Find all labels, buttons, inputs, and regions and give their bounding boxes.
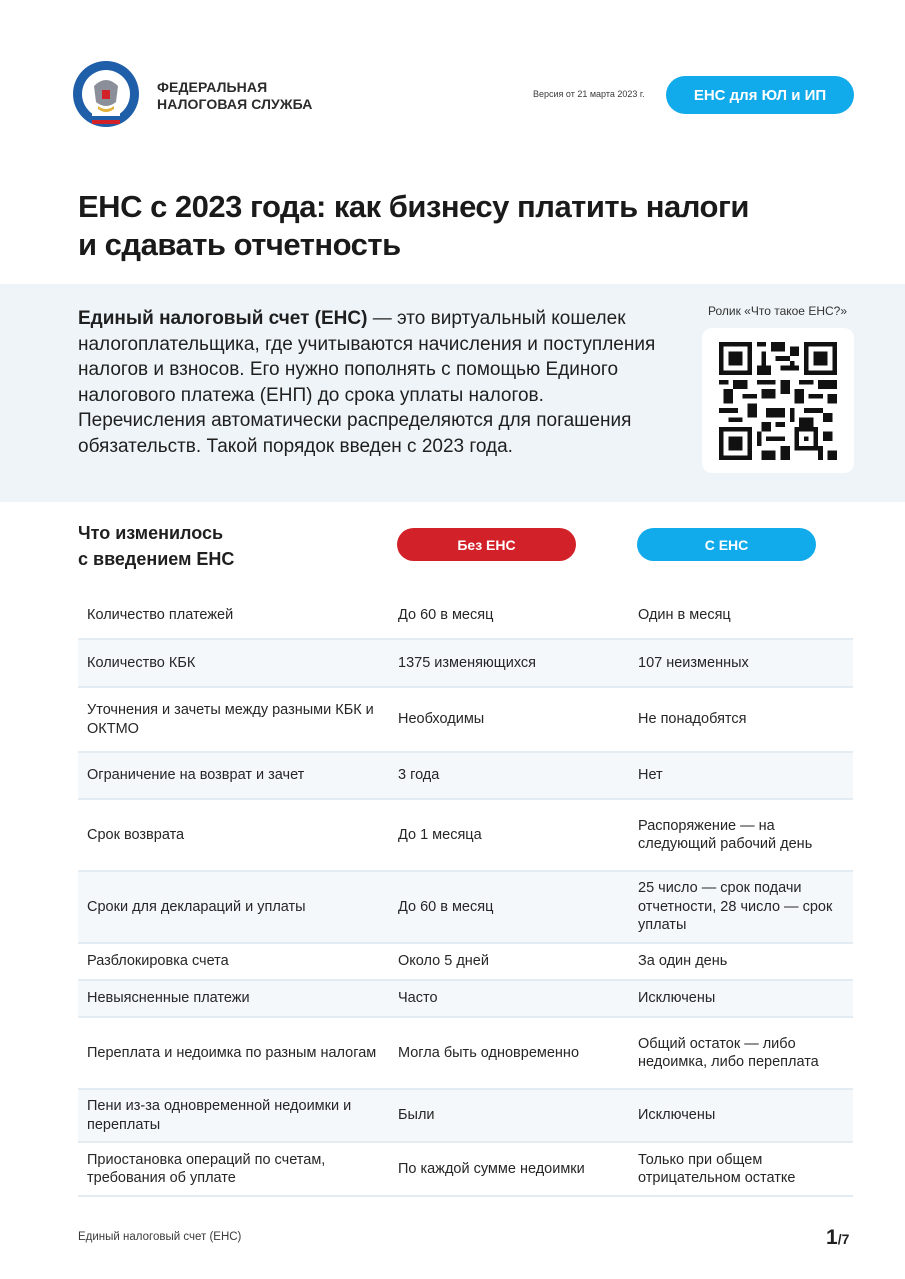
org-name-line2: НАЛОГОВАЯ СЛУЖБА bbox=[157, 96, 313, 112]
row-without: Около 5 дней bbox=[398, 953, 489, 970]
table-row bbox=[78, 1018, 853, 1090]
row-without: 3 года bbox=[398, 767, 440, 784]
row-with: Только при общем отрицательном остатке bbox=[638, 1151, 796, 1186]
page-total: /7 bbox=[837, 1231, 850, 1247]
intro-panel bbox=[0, 284, 905, 502]
page-current: 1 bbox=[826, 1226, 838, 1249]
row-with: Исключены bbox=[638, 1107, 716, 1124]
intro-lead: Единый налоговый счет (ЕНС) bbox=[78, 308, 368, 329]
row-with: Не понадобятся bbox=[638, 711, 747, 728]
row-label: Разблокировка счета bbox=[87, 953, 229, 970]
row-without: Были bbox=[398, 1107, 435, 1124]
comparison-title-line2: с введением ЕНС bbox=[78, 549, 235, 569]
row-without: Необходимы bbox=[398, 711, 485, 728]
title-line1: ЕНС с 2023 года: как бизнесу платить налоги bbox=[78, 189, 749, 224]
row-without: До 60 в месяц bbox=[398, 898, 494, 915]
table-row bbox=[78, 944, 853, 981]
row-without: До 1 месяца bbox=[398, 826, 482, 843]
row-label: Уточнения и зачеты между разными КБК и ОКТМО bbox=[87, 702, 374, 737]
row-label: Срок возврата bbox=[87, 826, 185, 843]
table-row bbox=[78, 800, 853, 872]
org-name-line1: ФЕДЕРАЛЬНАЯ bbox=[157, 79, 268, 95]
intro-paragraph bbox=[78, 306, 658, 459]
row-with: Общий остаток — либо недоимка, либо переплата bbox=[638, 1035, 819, 1070]
table-row bbox=[78, 688, 853, 753]
row-label: Переплата и недоимка по разным налогам bbox=[87, 1044, 377, 1061]
row-label: Пени из-за одновременной недоимки и переплаты bbox=[87, 1098, 352, 1133]
row-with: За один день bbox=[638, 953, 728, 970]
row-with: 25 число — срок подачи отчетности, 28 число — срок уплаты bbox=[638, 880, 833, 934]
row-without: Часто bbox=[398, 990, 438, 1007]
table-row bbox=[78, 593, 853, 640]
table-row bbox=[78, 753, 853, 800]
page-header bbox=[0, 0, 905, 150]
row-without: До 60 в месяц bbox=[398, 607, 494, 624]
row-label: Сроки для деклараций и уплаты bbox=[87, 898, 306, 915]
table-row bbox=[78, 1090, 853, 1143]
row-with: Исключены bbox=[638, 990, 716, 1007]
version-label: Версия от 21 марта 2023 г. bbox=[533, 89, 645, 99]
audience-badge: ЕНС для ЮЛ и ИП bbox=[666, 76, 854, 114]
qr-code-icon[interactable] bbox=[718, 342, 838, 460]
column-header-with-ens: С ЕНС bbox=[637, 528, 816, 561]
footer-doc-name: Единый налоговый счет (ЕНС) bbox=[78, 1231, 242, 1243]
intro-body: — это виртуальный кошелек налогоплательщика, где учитываются начисления и поступления налогов и взносов. Его нужно пополнять с помощью Единого налогового платежа (ЕНП) до срока уплаты налогов. Перечисления автоматически распределяются для погашения обязательств. Такой порядок введен с 2023 года. bbox=[78, 308, 656, 457]
row-without: 1375 изменяющихся bbox=[398, 654, 537, 671]
row-label: Количество платежей bbox=[87, 607, 234, 624]
column-header-without-ens: Без ЕНС bbox=[397, 528, 576, 561]
page-title bbox=[78, 188, 838, 264]
row-label: Ограничение на возврат и зачет bbox=[87, 767, 305, 784]
row-with: Один в месяц bbox=[638, 607, 731, 624]
row-with: 107 неизменных bbox=[638, 654, 749, 671]
table-row bbox=[78, 640, 853, 688]
row-without: По каждой сумме недоимки bbox=[398, 1160, 585, 1177]
row-without: Могла быть одновременно bbox=[398, 1044, 580, 1061]
comparison-title bbox=[78, 520, 234, 572]
page-number bbox=[826, 1226, 849, 1250]
table-row bbox=[78, 981, 853, 1018]
row-with: Нет bbox=[638, 767, 663, 784]
title-line2: и сдавать отчетность bbox=[78, 227, 401, 262]
row-label: Невыясненные платежи bbox=[87, 990, 250, 1007]
comparison-table bbox=[78, 593, 853, 1197]
row-label: Количество КБК bbox=[87, 654, 196, 671]
comparison-title-line1: Что изменилось bbox=[78, 523, 224, 543]
row-label: Приостановка операций по счетам, требования об уплате bbox=[87, 1151, 326, 1186]
table-row bbox=[78, 1143, 853, 1197]
fns-emblem-icon bbox=[72, 60, 140, 128]
qr-card[interactable] bbox=[702, 328, 854, 473]
table-row bbox=[78, 872, 853, 944]
qr-label: Ролик «Что такое ЕНС?» bbox=[708, 304, 848, 318]
org-name bbox=[157, 79, 312, 113]
row-with: Распоряжение — на следующий рабочий день bbox=[638, 817, 813, 852]
